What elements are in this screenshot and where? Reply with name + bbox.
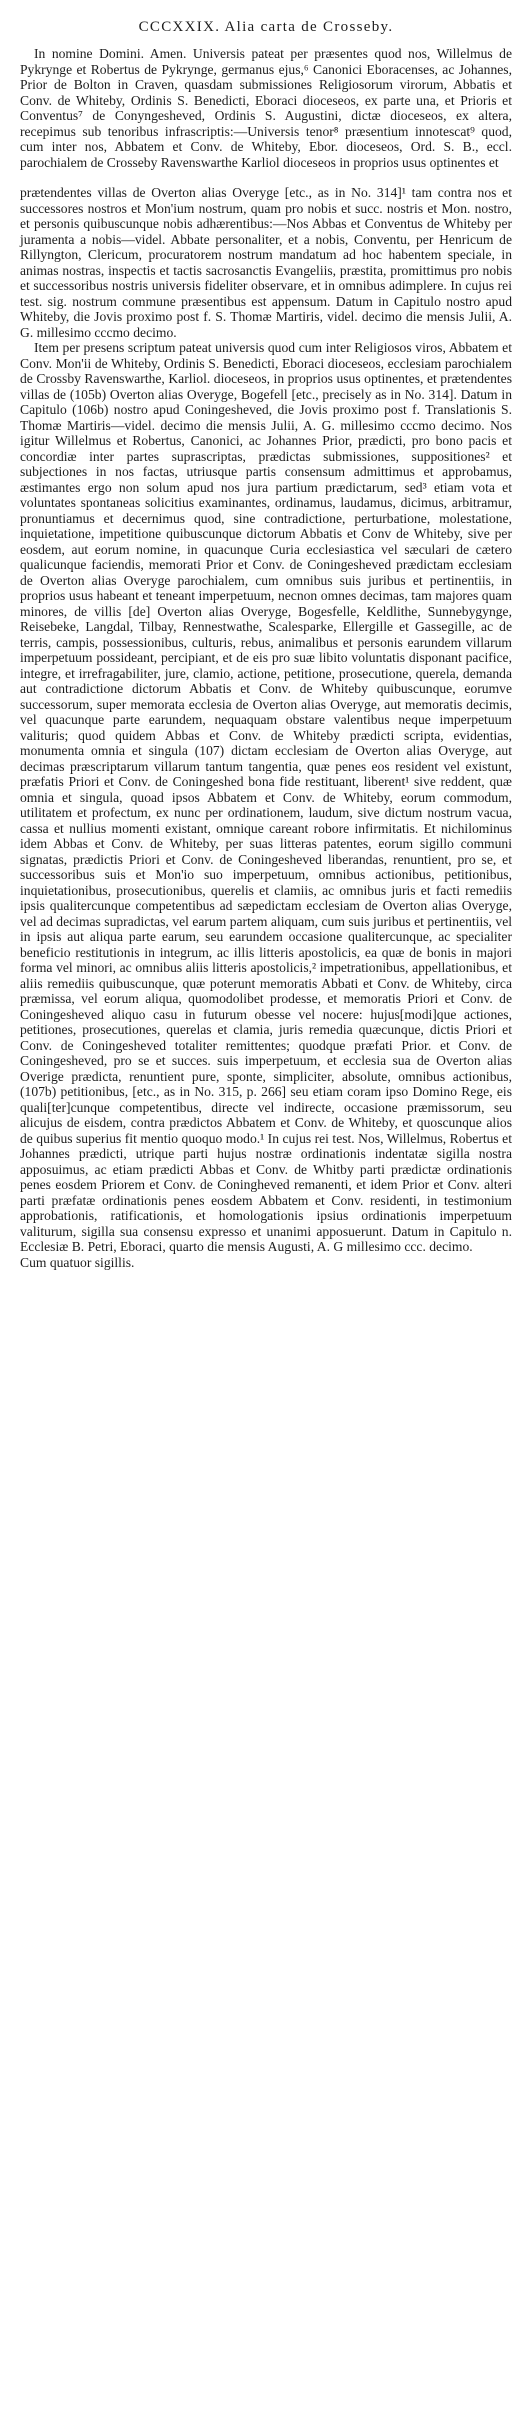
body-paragraph: Item per presens scriptum pateat universis quod cum inter Religiosos viros, Abbatem et Conv. Mon'ii de Whiteby, Ordinis S. Benedicti, Eboraci dioceseos, ecclesiam parochialem de Crossby Ravenswarthe, Karliol. dioceseos, in proprios usus optinentes, et prætendentes villas de (105b) Overton alias Overyge, Bogefell [etc., precisely as in No. 314]. Datum in Capitulo (106b) nostro apud Coningesheved, die Jovis proximo post f. Translationis S. Thomæ Martiris—videl. decimo die mensis Julii, A. G. millesimo cccmo decimo. Nos igitur Willelmus et Robertus, Canonici, ac Johannes Prior, prædicti, pro bono pacis et concordiæ inter partes suprascriptas, prædictas submissiones, suppositiones² et subjectiones in nos factas, utriusque partis consensum admittimus et approbamus, æstimantes ergo non solum apud nos jura partium prædictarum, sed³ etiam vota et voluntates spontaneas solicitius examinantes, ordinamus, laudamus, dicimus, arbitramur, pronuntiamus et decernimus quod, sine contradictione, perturbatione, molestatione, inquietatione, impetitione quibuscunque dictorum Abbatis et Conv de Whiteby, sive per eosdem, aut eorum nomine, in quacunque Curia ecclesiastica vel sæculari de cætero qualicunque faciendis, memorati Prior et Conv. de Coningesheved prædictam ecclesiam de Overton alias Overyge parochialem, cum omnibus suis juribus et pertinentiis, in proprios usus habeant et teneant imperpetuum, necnon omnes decimas, tam majores quam minores, de villis [de] Overton alias Overyge, Bogesfelle, Keldlithe, Sunnebygynge, Reisebeke, Langdal, Tilbay, Rennestwathe, Scalesparke, Ellergille et Gassegille, ac de terris, campis, possessionibus, culturis, rebus, animalibus et personis earundem villarum imperpetuum possideant, percipiant, et de eis pro suæ libito voluntatis disponant pacifice, integre, et irrefragabiliter, jure, clamio, actione, petitione, prosecutione, querela, demanda aut contradictione dictorum Abbatis et Conv. de Whiteby quibuscunque, eorumve successorum, super memorata ecclesia de Overton alias Overyge, aut memoratis decimis, vel quacunque parte earundem, nequaquam obstare valentibus neque imperpetuum valituris; quod quidem Abbas et Conv. de Whiteby prædicti scripta, evidentias, monumenta omnia et singula (107) dictam ecclesiam de Overton alias Overyge, aut decimas præscriptarum villarum tantum tangentia, quæ penes eos resident vel existunt, præfatis Priori et Conv. de Coningeshed bona fide restituant, liberent¹ sive reddent, quæ omnia et singula, quoad ipsos Abbatem et Conv. de Whiteby, eorum commodum, utilitatem et profectum, ex nunc per ordinationem, laudum, sive dictum nostrum vacua, cassa et nullius momenti existant, omnique careant robore infirmitatis. Et nichilominus idem Abbas et Conv. de Whiteby, per suas litteras patentes, eorum sigillo communi signatas, prædictis Priori et Conv. de Coningesheved liberandas, renuntient, pro se, et successoribus suis et Mon'io suo imperpetuum, omnibus actionibus, petitionibus, inquietationibus, prosecutionibus, querelis et clamiis, ac omnibus juris et facti remediis ipsis qualitercunque competentibus ad sæpedictam ecclesiam de Overton alias Overyge, vel ad decimas supradictas, vel earum partem aliquam, cum suis juribus et pertinentiis, vel in ipsis aut aliqua parte earum, seu earundem occasione qualitercunque, ac specialiter beneficio restitutionis in integrum, ac illis litteris apostolicis, ea quæ de bonis in majori forma vel minori, ac omnibus aliis litteris apostolicis,² impetrationibus, appellationibus, et aliis remediis quibuscunque, quæ poterunt memoratis Abbati et Conv. de Whiteby, circa præmissa, vel eorum aliqua, quomodolibet prodesse, et memoratis Priori et Conv. de Coningesheved aliquo casu in futurum obesse vel nocere: hujus[modi]que actiones, petitiones, prosecutiones, querelas et clamia, juris remedia quæcunque, dictis Priori et Conv. de Coningesheved totaliter remittentes; quodque præfati Prior. et Conv. de Coningesheved, pro se et succes. suis imperpetuum, et ecclesia sua de Overton alias Overige prædicta, renuntient pure, sponte, simpliciter, absolute, omnibus actionibus, (107b) petitionibus, [etc., as in No. 315, p. 266] seu etiam coram ipso Domino Rege, eis quali[ter]cunque competentibus, directe vel indirecte, occasione præmissorum, seu alicujus de eisdem, contra prædictos Abbatem et Conv. de Whiteby, et quoscunque alios de quibus superius fit mentio quoquo modo.¹ In cujus rei test. Nos, Willelmus, Robertus et Johannes prædicti, utrique parti hujus nostræ ordinationis indentatæ sigilla nostra apposuimus, ac etiam prædicti Abbas et Conv. de Whitby parti prædictæ ordinationis penes eosdem Priorem et Conv. de Coningheved remanenti, et idem Prior et Conv. alteri parti præfatæ ordinationis penes eosdem Abbatem et Conv. residenti, in testimonium approbationis, ratificationis, et homologationis ipsius ordinationis imperpetuum valiturum, sigilla sua consensu expresso et unanimi apposuerunt. Datum in Capitulo n. Ecclesiæ B. Petri, Eboraci, quarto die mensis Augusti, A. G millesimo ccc. decimo. [20,340,512,1254]
charter-heading [20,14,512,40]
body-paragraph: prætendentes villas de Overton alias Overyge [etc., as in No. 314]¹ tam contra nos et successores nostros et Mon'ium nostrum, quam pro nobis et succ. nostris et Mon. nostro, et personis quibuscunque nobis adhærentibus:—Nos Abbas et Conventus de Whiteby per juramenta a nobis—videl. Abbate personaliter, et a nobis, Conventu, per Henricum de Rillyngton, Clericum, procuratorem nostrum mandatum ad hoc habentem speciale, in animas nostras, inspectis et tactis sacrosanctis Evangeliis, præstita, promittimus pro nobis et successoribus nostris universis fideliter observare, et in omnibus adimplere. In cujus rei test. sig. nostrum commune præsentibus est appensum. Datum in Capitulo nostro apud Whiteby, die Jovis proximo post f. S. Thomæ Martiris, videl. decimo die mensis Julii, A. G. millesimo cccmo decimo. [20,185,512,340]
charter-main-section [20,185,512,1270]
body-paragraph: In nomine Domini. Amen. Universis pateat per præsentes quod nos, Willelmus de Pykrynge et Robertus de Pykrynge, germanus ejus,⁶ Canonici Eboracenses, ac Johannes, Prior de Bolton in Craven, quasdam submissiones Religiosorum virorum, Abbatis et Conv. de Whiteby, Ordinis S. Benedicti, Eboraci dioceseos, ex parte una, et Prioris et Conventus⁷ de Conyngesheved, Ordinis S. Augustini, dictæ dioceseos, ex altera, recepimus sub tenoribus infrascriptis:—Universis tenor⁸ præsentium innotescat⁹ quod, cum inter nos, Abbatem et Conv. de Whiteby, Ebor. dioceseos, Ord. S. B., eccl. parochialem de Crosseby Ravenswarthe Karliol dioceseos in proprios usus optinentes et [20,46,512,170]
charter-heading-text: CCCXXIX. Alia carta de Crosseby. [138,19,394,35]
charter-opening-section [20,46,512,170]
closing-line: Cum quatuor sigillis. [20,1254,135,1270]
